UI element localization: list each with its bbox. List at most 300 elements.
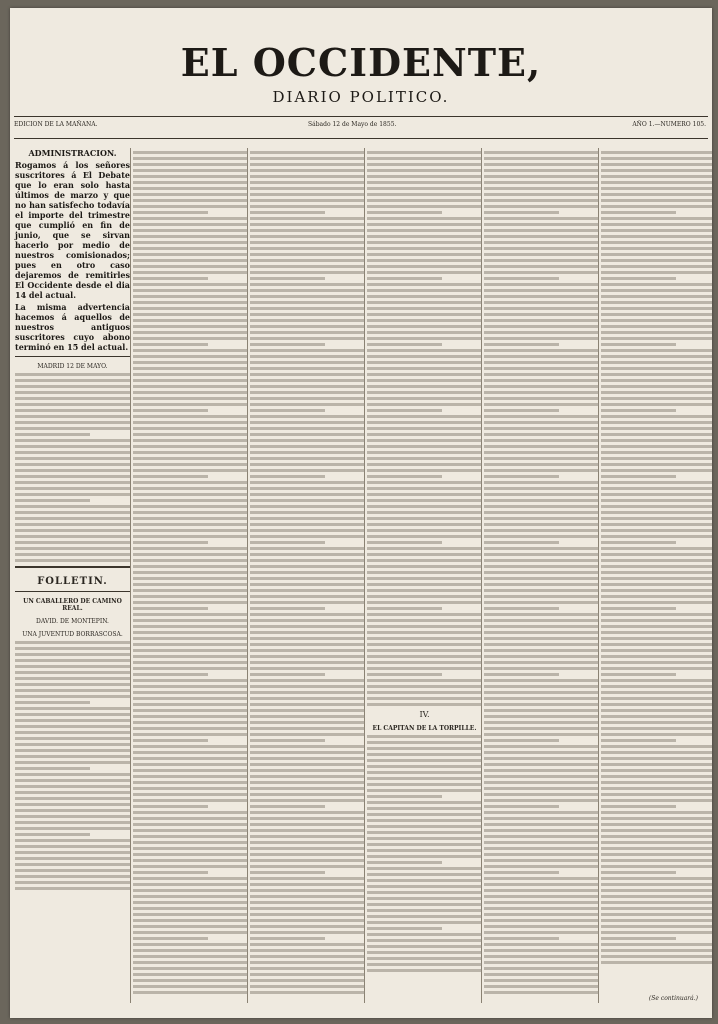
text-line — [367, 933, 482, 936]
text-line — [484, 811, 599, 814]
text-line — [250, 289, 365, 292]
text-line — [367, 397, 482, 400]
text-line — [133, 409, 208, 412]
text-line — [133, 169, 248, 172]
text-line — [133, 301, 248, 304]
text-line — [15, 743, 130, 746]
text-line — [15, 553, 130, 556]
text-line — [250, 559, 365, 562]
text-line — [15, 451, 130, 454]
text-line — [15, 749, 130, 752]
text-line — [367, 759, 482, 762]
text-line — [250, 505, 365, 508]
text-line — [250, 601, 365, 604]
text-line — [601, 313, 712, 316]
text-line — [250, 727, 365, 730]
section-date: MADRID 12 DE MAYO. — [37, 363, 108, 370]
text-line — [484, 919, 599, 922]
text-line — [367, 547, 482, 550]
text-line — [133, 625, 248, 628]
text-line — [133, 661, 248, 664]
text-line — [367, 643, 482, 646]
text-line — [250, 859, 365, 862]
text-line — [15, 529, 130, 532]
text-line — [601, 763, 712, 766]
text-line — [484, 289, 599, 292]
text-line — [484, 187, 599, 190]
text-line — [133, 241, 248, 244]
text-line — [484, 715, 599, 718]
text-line — [367, 505, 482, 508]
text-line — [484, 169, 599, 172]
text-line — [601, 229, 712, 232]
text-line — [484, 361, 599, 364]
text-line — [133, 961, 248, 964]
text-line — [484, 667, 599, 670]
text-line — [367, 559, 482, 562]
text-line — [250, 355, 365, 358]
text-line — [367, 409, 442, 412]
text-line — [133, 637, 248, 640]
text-line — [133, 223, 248, 226]
text-line — [250, 481, 365, 484]
text-line — [250, 331, 365, 334]
text-line — [484, 985, 599, 988]
text-line — [133, 307, 248, 310]
text-line — [484, 853, 599, 856]
text-line — [133, 373, 248, 376]
text-line — [484, 943, 599, 946]
text-line — [250, 757, 365, 760]
text-line — [484, 265, 599, 268]
text-line — [133, 265, 248, 268]
text-line — [367, 703, 482, 706]
text-line — [601, 817, 712, 820]
text-line — [250, 325, 365, 328]
text-line — [250, 949, 365, 952]
text-line — [15, 761, 130, 764]
text-line — [601, 583, 712, 586]
text-line — [367, 909, 482, 912]
text-line — [484, 691, 599, 694]
story-author: DAVID. DE MONTEPIN. — [36, 618, 109, 625]
text-line — [601, 391, 712, 394]
text-line — [15, 725, 130, 728]
text-line — [15, 683, 130, 686]
text-line — [15, 511, 130, 514]
text-line — [133, 709, 248, 712]
text-line — [601, 937, 676, 940]
text-line — [250, 421, 365, 424]
text-line — [601, 931, 712, 934]
text-line — [484, 475, 559, 478]
text-line — [367, 421, 482, 424]
text-line — [133, 415, 248, 418]
text-line — [367, 319, 482, 322]
text-line — [484, 271, 599, 274]
text-line — [601, 529, 712, 532]
text-line — [250, 373, 365, 376]
text-line — [133, 589, 248, 592]
text-line — [250, 565, 365, 568]
text-line — [367, 355, 482, 358]
text-line — [601, 607, 676, 610]
text-line — [601, 163, 712, 166]
text-line — [367, 807, 482, 810]
text-line — [601, 907, 712, 910]
text-line — [133, 967, 248, 970]
text-line — [484, 163, 599, 166]
story-body — [15, 641, 130, 890]
text-line — [250, 577, 365, 580]
text-line — [601, 331, 712, 334]
text-line — [484, 733, 599, 736]
text-line — [367, 163, 482, 166]
text-line — [601, 811, 712, 814]
text-line — [15, 695, 130, 698]
text-line — [601, 535, 712, 538]
text-line — [15, 785, 130, 788]
text-line — [133, 649, 248, 652]
text-line — [133, 769, 248, 772]
text-line — [133, 163, 248, 166]
text-line — [133, 385, 248, 388]
text-line — [367, 577, 482, 580]
text-line — [133, 523, 248, 526]
text-line — [133, 823, 248, 826]
text-line — [250, 535, 365, 538]
admin-notice-2: La misma advertencia hacemos á aquellos de nuestros antiguos suscritores cuyo abono terminó en 15 del actual. — [15, 302, 130, 352]
text-line — [15, 397, 130, 400]
text-line — [15, 833, 90, 836]
text-line — [250, 691, 365, 694]
story-chapter: UNA JUVENTUD BORRASCOSA. — [22, 631, 123, 638]
text-line — [601, 151, 712, 154]
text-line — [250, 673, 325, 676]
text-line — [601, 769, 712, 772]
text-line — [601, 841, 712, 844]
text-line — [601, 871, 676, 874]
section-rule — [15, 356, 130, 357]
text-line — [367, 921, 482, 924]
text-line — [367, 753, 482, 756]
text-line — [367, 253, 482, 256]
text-line — [601, 631, 712, 634]
text-line — [601, 199, 712, 202]
text-line — [250, 787, 365, 790]
text-line — [601, 397, 712, 400]
text-line — [484, 541, 559, 544]
column-3 — [250, 148, 365, 994]
text-line — [484, 349, 599, 352]
text-line — [484, 661, 599, 664]
text-line — [601, 301, 712, 304]
text-line — [367, 619, 482, 622]
text-line — [15, 415, 130, 418]
text-line — [367, 193, 482, 196]
text-line — [484, 937, 559, 940]
text-line — [484, 505, 599, 508]
text-line — [484, 955, 599, 958]
text-line — [484, 931, 599, 934]
text-line — [484, 481, 599, 484]
text-line — [133, 853, 248, 856]
text-line — [133, 805, 208, 808]
text-line — [601, 775, 712, 778]
text-line — [484, 241, 599, 244]
text-line — [484, 595, 599, 598]
text-line — [367, 349, 482, 352]
text-line — [133, 481, 248, 484]
text-line — [250, 847, 365, 850]
column-4 — [367, 148, 482, 972]
text-line — [250, 235, 365, 238]
text-line — [15, 469, 130, 472]
text-line — [250, 271, 365, 274]
text-line — [250, 295, 365, 298]
text-line — [601, 439, 712, 442]
text-line — [367, 963, 482, 966]
text-line — [15, 707, 130, 710]
text-line — [601, 673, 676, 676]
text-line — [601, 547, 712, 550]
text-line — [250, 745, 365, 748]
text-line — [367, 517, 482, 520]
text-line — [484, 841, 599, 844]
text-line — [250, 685, 365, 688]
text-line — [484, 613, 599, 616]
text-line — [367, 175, 482, 178]
text-line — [367, 427, 482, 430]
text-line — [484, 235, 599, 238]
text-line — [15, 815, 130, 818]
text-line — [367, 307, 482, 310]
text-line — [133, 691, 248, 694]
text-line — [601, 355, 712, 358]
text-line — [133, 901, 248, 904]
text-line — [250, 313, 365, 316]
text-line — [367, 697, 482, 700]
text-line — [484, 787, 599, 790]
text-line — [484, 625, 599, 628]
text-line — [601, 205, 712, 208]
text-line — [367, 367, 482, 370]
text-line — [15, 463, 130, 466]
text-line — [250, 991, 365, 994]
text-line — [250, 625, 365, 628]
text-line — [250, 655, 365, 658]
text-line — [484, 973, 599, 976]
text-line — [484, 319, 599, 322]
text-line — [367, 205, 482, 208]
text-line — [133, 787, 248, 790]
column-1 — [15, 148, 130, 890]
text-line — [250, 199, 365, 202]
text-line — [133, 181, 248, 184]
text-line — [250, 913, 365, 916]
text-line — [367, 747, 482, 750]
text-line — [250, 283, 365, 286]
text-line — [484, 769, 599, 772]
text-line — [601, 793, 712, 796]
top-rule — [14, 116, 708, 117]
text-line — [250, 205, 365, 208]
text-line — [133, 487, 248, 490]
text-line — [15, 863, 130, 866]
text-line — [250, 733, 365, 736]
text-line — [367, 951, 482, 954]
text-line — [484, 547, 599, 550]
text-line — [250, 709, 365, 712]
text-line — [484, 517, 599, 520]
text-line — [484, 673, 559, 676]
text-line — [133, 253, 248, 256]
text-line — [15, 647, 130, 650]
text-line — [15, 439, 130, 442]
text-line — [250, 229, 365, 232]
text-line — [367, 343, 442, 346]
text-line — [133, 865, 248, 868]
text-line — [601, 157, 712, 160]
text-line — [250, 937, 325, 940]
text-line — [250, 907, 365, 910]
text-line — [250, 439, 365, 442]
text-line — [484, 433, 599, 436]
text-line — [484, 181, 599, 184]
text-line — [250, 415, 365, 418]
text-line — [601, 889, 712, 892]
text-line — [250, 631, 365, 634]
text-line — [601, 295, 712, 298]
text-line — [133, 421, 248, 424]
text-line — [601, 745, 712, 748]
text-line — [601, 385, 712, 388]
text-line — [133, 799, 248, 802]
text-line — [133, 217, 248, 220]
text-line — [15, 641, 130, 644]
text-line — [601, 289, 712, 292]
text-line — [601, 781, 712, 784]
text-line — [367, 673, 442, 676]
text-line — [15, 457, 130, 460]
text-line — [15, 767, 90, 770]
text-line — [601, 859, 712, 862]
text-line — [601, 829, 712, 832]
text-line — [484, 391, 599, 394]
text-line — [484, 817, 599, 820]
text-line — [367, 873, 482, 876]
text-line — [601, 709, 712, 712]
story-body — [367, 735, 482, 972]
text-line — [484, 523, 599, 526]
text-line — [133, 859, 248, 862]
text-line — [484, 493, 599, 496]
article-body — [15, 373, 130, 562]
text-line — [133, 817, 248, 820]
text-line — [601, 955, 712, 958]
text-line — [601, 169, 712, 172]
text-line — [15, 493, 130, 496]
text-line — [601, 679, 712, 682]
text-line — [484, 979, 599, 982]
text-line — [367, 385, 482, 388]
text-line — [15, 547, 130, 550]
text-line — [133, 775, 248, 778]
text-line — [367, 915, 482, 918]
text-line — [15, 701, 90, 704]
text-line — [484, 409, 559, 412]
text-line — [601, 481, 712, 484]
text-line — [484, 403, 599, 406]
text-line — [133, 991, 248, 994]
text-line — [484, 217, 599, 220]
text-line — [601, 217, 712, 220]
text-line — [601, 403, 712, 406]
text-line — [484, 703, 599, 706]
text-line — [133, 829, 248, 832]
text-line — [601, 739, 676, 742]
text-line — [601, 445, 712, 448]
text-line — [15, 839, 130, 842]
text-line — [367, 289, 482, 292]
text-line — [250, 961, 365, 964]
text-line — [484, 151, 599, 154]
text-line — [484, 907, 599, 910]
text-line — [250, 151, 365, 154]
text-line — [484, 739, 559, 742]
text-line — [484, 631, 599, 634]
text-line — [15, 731, 130, 734]
text-line — [133, 247, 248, 250]
text-line — [367, 855, 482, 858]
text-line — [484, 757, 599, 760]
text-line — [15, 887, 130, 890]
text-line — [133, 631, 248, 634]
text-line — [367, 229, 482, 232]
text-line — [367, 259, 482, 262]
text-line — [250, 637, 365, 640]
text-line — [133, 439, 248, 442]
text-line — [367, 535, 482, 538]
text-line — [250, 979, 365, 982]
text-line — [601, 835, 712, 838]
text-line — [133, 391, 248, 394]
year-number: AÑO 1.—NUMERO 105. — [632, 121, 706, 128]
text-line — [133, 721, 248, 724]
text-line — [484, 601, 599, 604]
text-line — [15, 677, 130, 680]
text-line — [250, 553, 365, 556]
text-line — [601, 901, 712, 904]
text-line — [367, 765, 482, 768]
text-line — [601, 589, 712, 592]
text-line — [484, 457, 599, 460]
text-line — [367, 295, 482, 298]
text-line — [133, 319, 248, 322]
text-line — [601, 637, 712, 640]
text-line — [15, 385, 130, 388]
text-line — [484, 847, 599, 850]
text-line — [484, 463, 599, 466]
text-line — [250, 343, 325, 346]
text-line — [484, 499, 599, 502]
text-line — [367, 625, 482, 628]
text-line — [250, 895, 365, 898]
text-line — [601, 625, 712, 628]
text-line — [484, 259, 599, 262]
text-line — [367, 637, 482, 640]
text-line — [133, 259, 248, 262]
